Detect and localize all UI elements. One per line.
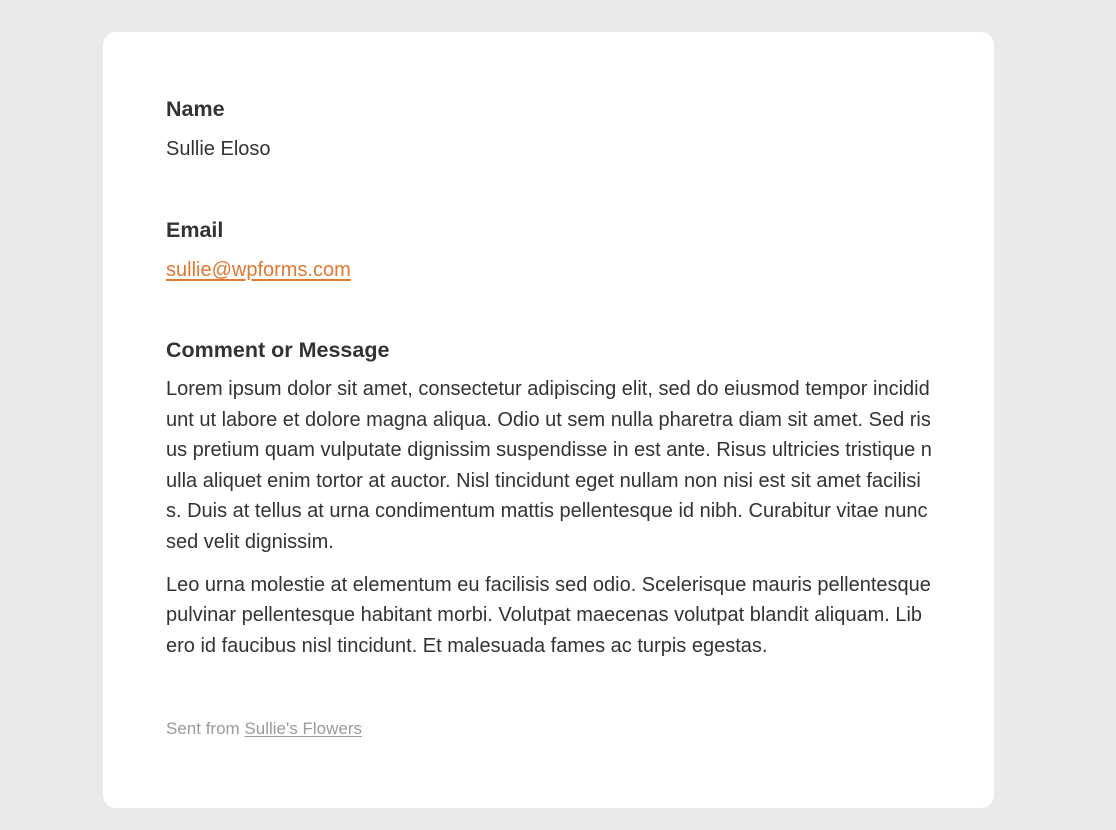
message-paragraph: Lorem ipsum dolor sit amet, consectetur adipiscing elit, sed do eiusmod tempor incididunt ut labore et dolore magna aliqua. Odio ut sem nulla pharetra diam sit amet. Sed risus pretium quam vulputate dignissim suspendisse in est ante. Risus ultricies tristique nulla aliquet enim tortor at auctor. Nisl tincidunt eget nullam non nisi est sit amet facilisis. Duis at tellus at urna condimentum mattis pellentesque id nibh. Curabitur vitae nunc sed velit dignissim. xyxy=(166,378,932,553)
field-email xyxy=(166,217,932,286)
field-name xyxy=(166,96,932,165)
site-link[interactable]: Sullie's Flowers xyxy=(244,719,362,738)
footer-prefix: Sent from xyxy=(166,719,240,738)
field-message xyxy=(166,337,932,661)
email-notification-card xyxy=(103,32,994,808)
field-label-email: Email xyxy=(166,218,224,242)
message-paragraph: Leo urna molestie at elementum eu facilisis sed odio. Scelerisque mauris pellentesque pulvinar pellentesque habitant morbi. Volutpat maecenas volutpat blandit aliquam. Libero id faucibus nisl tincidunt. Et malesuada fames ac turpis egestas. xyxy=(166,573,931,657)
footer xyxy=(166,718,362,740)
email-link[interactable]: sullie@wpforms.com xyxy=(166,259,351,281)
field-label-message: Comment or Message xyxy=(166,338,390,362)
field-value-name: Sullie Eloso xyxy=(166,138,271,160)
field-value-email xyxy=(166,255,932,286)
entry-fields xyxy=(166,96,932,661)
field-label-name: Name xyxy=(166,97,225,121)
